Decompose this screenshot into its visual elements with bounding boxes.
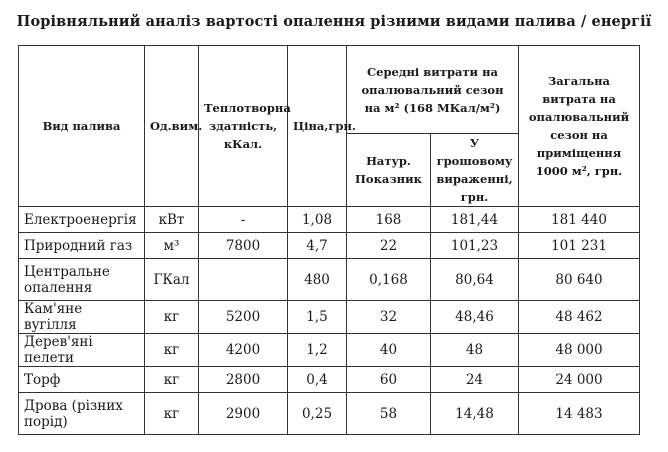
cell-heat: 4200 xyxy=(199,334,288,367)
cell-money: 14,48 xyxy=(431,393,519,435)
cell-heat xyxy=(199,259,288,301)
cell-natural: 58 xyxy=(347,393,431,435)
cell-unit: кг xyxy=(145,393,199,435)
cell-natural: 40 xyxy=(347,334,431,367)
cell-heat: 2800 xyxy=(199,367,288,393)
cell-price: 0,4 xyxy=(288,367,347,393)
cell-price: 1,5 xyxy=(288,301,347,334)
table-row xyxy=(19,233,640,259)
cell-unit: ГКал xyxy=(145,259,199,301)
cell-total: 24 000 xyxy=(519,367,640,393)
header-unit: Од.вим. xyxy=(145,46,199,207)
cell-money: 48 xyxy=(431,334,519,367)
cell-natural: 0,168 xyxy=(347,259,431,301)
table-body xyxy=(19,207,640,435)
cell-total: 48 462 xyxy=(519,301,640,334)
cell-fuel: Дерев'яні пелети xyxy=(19,334,145,367)
cell-fuel: Дрова (різних порід) xyxy=(19,393,145,435)
header-row-1 xyxy=(19,46,640,134)
table-row xyxy=(19,207,640,233)
cell-natural: 32 xyxy=(347,301,431,334)
cell-natural: 168 xyxy=(347,207,431,233)
cell-price: 4,7 xyxy=(288,233,347,259)
header-fuel: Вид палива xyxy=(19,46,145,207)
cell-total: 14 483 xyxy=(519,393,640,435)
cell-unit: кВт xyxy=(145,207,199,233)
header-average-costs: Середні витрати на опалювальний сезон на м² (168 МКал/м²) xyxy=(347,46,519,134)
cell-money: 80,64 xyxy=(431,259,519,301)
cell-heat: 7800 xyxy=(199,233,288,259)
cell-money: 48,46 xyxy=(431,301,519,334)
table-row xyxy=(19,367,640,393)
cell-price: 1,2 xyxy=(288,334,347,367)
cell-fuel: Торф xyxy=(19,367,145,393)
cell-total: 80 640 xyxy=(519,259,640,301)
header-total: Загальна витрата на опалювальний сезон на приміщення 1000 м², грн. xyxy=(519,46,640,207)
cell-total: 48 000 xyxy=(519,334,640,367)
table-row xyxy=(19,259,640,301)
cell-price: 0,25 xyxy=(288,393,347,435)
cell-fuel: Природний газ xyxy=(19,233,145,259)
cell-fuel: Кам'яне вугілля xyxy=(19,301,145,334)
cell-money: 101,23 xyxy=(431,233,519,259)
cell-fuel: Електроенергія xyxy=(19,207,145,233)
cell-fuel: Центральне опалення xyxy=(19,259,145,301)
cell-heat: 5200 xyxy=(199,301,288,334)
table-row xyxy=(19,334,640,367)
cell-natural: 22 xyxy=(347,233,431,259)
table-row xyxy=(19,301,640,334)
header-money: У грошовому вираженні, грн. xyxy=(431,134,519,207)
cell-unit: кг xyxy=(145,301,199,334)
cell-money: 24 xyxy=(431,367,519,393)
cell-heat: 2900 xyxy=(199,393,288,435)
cell-unit: кг xyxy=(145,334,199,367)
header-heat: Теплотворна здатність, кКал. xyxy=(199,46,288,207)
header-natural: Натур. Показник xyxy=(347,134,431,207)
cell-total: 181 440 xyxy=(519,207,640,233)
cell-unit: кг xyxy=(145,367,199,393)
cell-natural: 60 xyxy=(347,367,431,393)
table-row xyxy=(19,393,640,435)
header-price: Ціна,грн. xyxy=(288,46,347,207)
cell-heat: - xyxy=(199,207,288,233)
cell-price: 1,08 xyxy=(288,207,347,233)
cell-money: 181,44 xyxy=(431,207,519,233)
cell-price: 480 xyxy=(288,259,347,301)
cell-total: 101 231 xyxy=(519,233,640,259)
table-title: Порівняльний аналіз вартості опалення різними видами палива / енергії xyxy=(16,13,652,30)
fuel-cost-table xyxy=(18,45,640,435)
cell-unit: м³ xyxy=(145,233,199,259)
